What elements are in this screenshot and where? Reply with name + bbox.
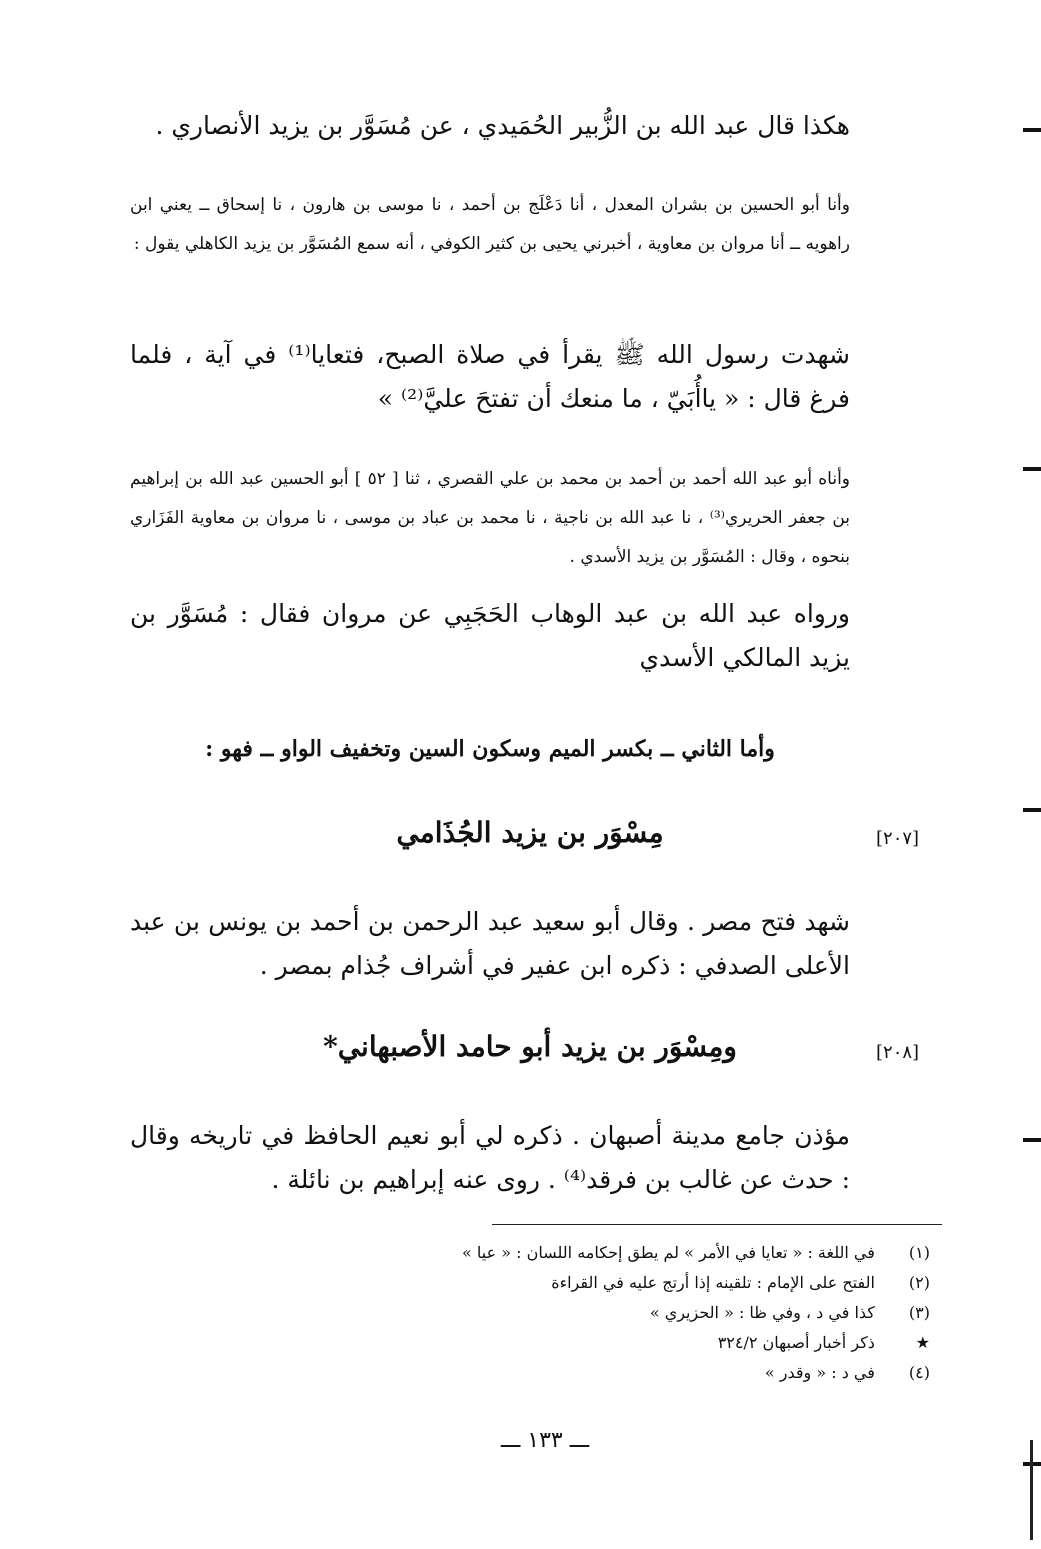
footnote [420,1328,930,1358]
footnote-mark: (١) [908,1243,930,1262]
footnote [420,1268,930,1298]
footnote-divider [492,1224,942,1225]
footnote [420,1238,930,1268]
entry-title: مِسْوَر بن يزيد الجُذَامي [396,816,664,849]
page-edge-line [1030,1440,1033,1540]
riwaya-paragraph: ورواه عبد الله بن عبد الوهاب الحَجَبِي عن مروان فقال : مُسَوَّر بن يزيد المالكي الأسدي [130,599,850,672]
footnote-text: كذا في د ، وفي ظا : « الحزيري » [649,1303,875,1322]
entry-number: [٢٠٧] [876,828,920,849]
page-number: ـــ ١٣٣ ـــ [500,1428,590,1453]
entry-text: شهد فتح مصر . وقال أبو سعيد عبد الرحمن بن أحمد بن يونس بن عبد الأعلى الصدفي : ذكره ابن عفير في أشراف جُذام بمصر . [130,907,850,980]
margin-mark [1023,467,1041,471]
margin-mark [1023,808,1041,812]
isnad-paragraph-2: وأناه أبو عبد الله أحمد بن أحمد بن محمد بن علي القصري ، ثنا [ ٥٢ ] أبو الحسين عبد الله بن إبراهيم بن جعفر الحريري⁽³⁾ ، نا عبد الله بن ناجية ، نا محمد بن عباد بن موسى ، نا مروان بن معاوية الفَزَاري بنحوه ، وقال : المُسَوَّر بن يزيد الأسدي . [130,469,850,567]
footnote-text: الفتح على الإمام : تلقينه إذا أرتج عليه في القراءة [551,1273,875,1292]
section-heading: وأما الثاني ــ بكسر الميم وسكون السين وتخفيف الواو ــ فهو : [205,736,775,762]
entry-text: مؤذن جامع مدينة أصبهان . ذكره لي أبو نعيم الحافظ في تاريخه وقال : حدث عن غالب بن فرقد⁽⁴⁾ . روى عنه إبراهيم بن نائلة . [130,1121,850,1194]
footnote [420,1298,930,1328]
footnote-text: في اللغة : « تعايا في الأمر » لم يطق إحكامه اللسان : « عيا » [462,1243,875,1262]
isnad-paragraph: وأنا أبو الحسين بن بشران المعدل ، أنا دَعْلَج بن أحمد ، نا موسى بن هارون ، نا إسحاق ــ يعني ابن راهويه ــ أنا مروان بن معاوية ، أخبرني يحيى بن كثير الكوفي ، أنه سمع المُسَوَّر بن يزيد الكاهلي يقول : [130,195,850,254]
margin-mark [1023,1138,1041,1142]
entry-title: ومِسْوَر بن يزيد أبو حامد الأصبهاني* [323,1030,737,1063]
footnote-mark: (٤) [908,1363,930,1382]
entry-number: [٢٠٨] [876,1042,920,1063]
top-line: هكذا قال عبد الله بن الزُّبير الحُمَيدي ، عن مُسَوَّر بن يزيد الأنصاري . [155,111,850,140]
footnote-text: ذكر أخبار أصبهان ٣٢٤/٢ [717,1333,875,1352]
footnote-mark: (٣) [908,1303,930,1322]
footnote-mark: (٢) [908,1273,930,1292]
hadith-text: شهدت رسول الله ﷺ يقرأ في صلاة الصبح، فتعايا⁽¹⁾ في آية ، فلما فرغ قال : « ياأُبَيّ ، ما منعك أن تفتحَ عليَّ⁽²⁾ » [130,340,850,413]
footnote-text: في د : « وقدر » [764,1363,875,1382]
margin-mark [1023,128,1041,132]
footnote-mark: ★ [915,1333,930,1352]
footnotes [420,1238,930,1388]
footnote [420,1358,930,1388]
